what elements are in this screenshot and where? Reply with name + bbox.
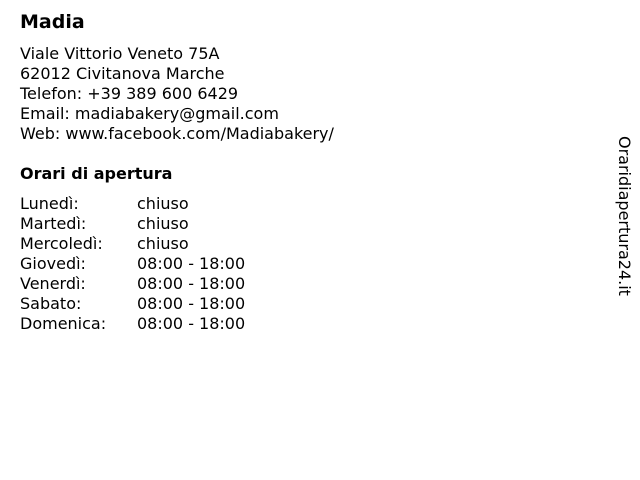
business-name: Madia bbox=[20, 11, 85, 33]
day-hours: 08:00 - 18:00 bbox=[137, 254, 246, 273]
email-line: Email: madiabakery@gmail.com bbox=[20, 104, 279, 123]
opening-hours-heading: Orari di apertura bbox=[20, 164, 173, 183]
day-label: Lunedì: bbox=[20, 194, 79, 213]
address-line-city: 62012 Civitanova Marche bbox=[20, 64, 225, 83]
hours-row-sunday bbox=[20, 314, 245, 334]
hours-row-monday bbox=[20, 194, 245, 214]
site-watermark bbox=[612, 136, 636, 312]
contact-block bbox=[20, 44, 334, 144]
day-label: Sabato: bbox=[20, 294, 82, 313]
watermark-text: Oraridiapertura24.it bbox=[615, 136, 634, 296]
hours-row-saturday bbox=[20, 294, 245, 314]
hours-row-thursday bbox=[20, 254, 245, 274]
web-line: Web: www.facebook.com/Madiabakery/ bbox=[20, 124, 334, 143]
day-hours: chiuso bbox=[137, 214, 189, 233]
phone-line: Telefon: +39 389 600 6429 bbox=[20, 84, 239, 103]
day-hours: 08:00 - 18:00 bbox=[137, 294, 246, 313]
day-hours: 08:00 - 18:00 bbox=[137, 274, 246, 293]
opening-hours-table bbox=[20, 194, 245, 334]
day-label: Domenica: bbox=[20, 314, 107, 333]
day-label: Venerdì: bbox=[20, 274, 86, 293]
hours-row-wednesday bbox=[20, 234, 245, 254]
day-label: Martedì: bbox=[20, 214, 87, 233]
day-hours: 08:00 - 18:00 bbox=[137, 314, 246, 333]
day-label: Giovedì: bbox=[20, 254, 86, 273]
hours-row-friday bbox=[20, 274, 245, 294]
hours-row-tuesday bbox=[20, 214, 245, 234]
day-label: Mercoledì: bbox=[20, 234, 103, 253]
address-line-street: Viale Vittorio Veneto 75A bbox=[20, 44, 220, 63]
day-hours: chiuso bbox=[137, 234, 189, 253]
day-hours: chiuso bbox=[137, 194, 189, 213]
